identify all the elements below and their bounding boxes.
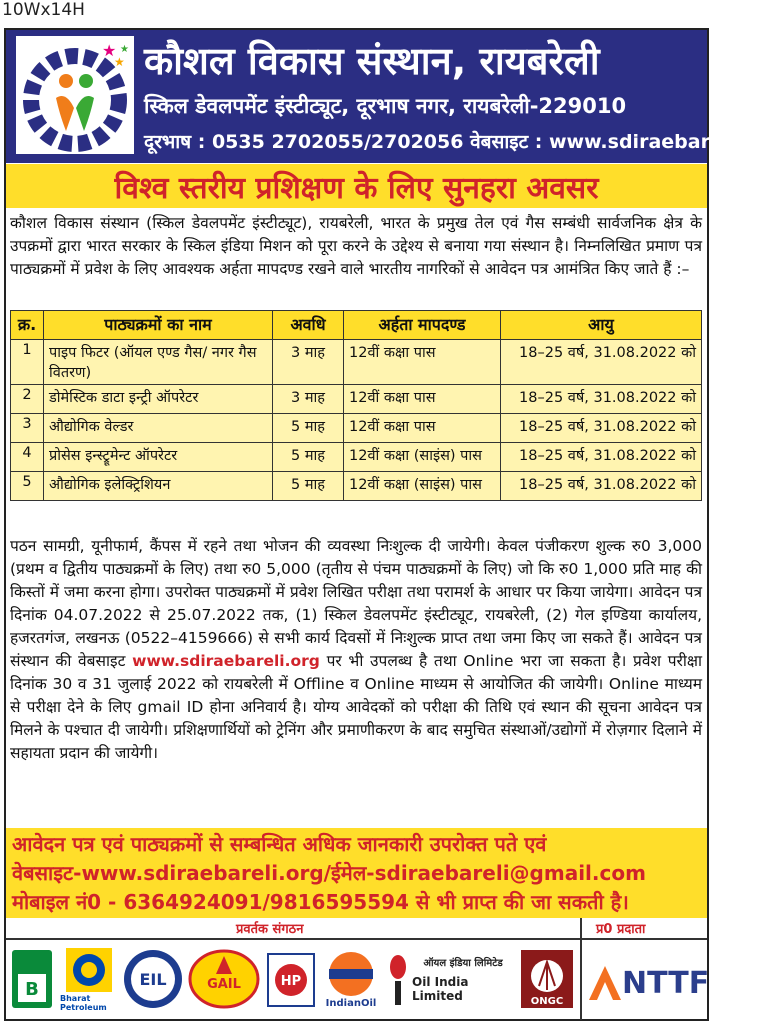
- cell-eligibility: 12वीं कक्षा पास: [344, 414, 501, 443]
- gail-logo: [188, 944, 260, 1014]
- callout-line-3: मोबाइल नं0 - 6364924091/9816595594 से भी प्राप्त की जा सकती है।: [12, 890, 629, 914]
- col-course-name: पाठ्यक्रमों का नाम: [44, 311, 273, 340]
- table-header-row: [11, 311, 702, 340]
- details-paragraph: [10, 535, 702, 765]
- cell-age: 18–25 वर्ष, 31.08.2022 को: [501, 385, 702, 414]
- indianoil-name: IndianOil: [325, 997, 377, 1009]
- footer-vertical-divider: [580, 918, 582, 1020]
- hp-logo: [266, 944, 316, 1014]
- oil-india-logo: [412, 944, 514, 1014]
- bpcl-green-logo: [10, 944, 54, 1014]
- bharat-petroleum-logo: [60, 944, 118, 1014]
- cell-course: औद्योगिक वेल्डर: [44, 414, 273, 443]
- cell-course: डोमेस्टिक डाटा इन्ट्री ऑपरेटर: [44, 385, 273, 414]
- intro-paragraph: कौशल विकास संस्थान (स्किल डेवलपमेंट इंस्टीट्यूट), रायबरेली, भारत के प्रमुख तेल एवं गैस सम्बंधी सार्वजनिक क्षेत्र के उपक्रमों द्वारा भारत सरकार के स्किल इंडिया मिशन को पूरा करने के उद्देश्य से बनाया गया संस्थान है। निम्नलिखित प्रमाण पत्र पाठ्यक्रमों में प्रवेश के लिए आवश्यक अर्हता मापदण्ड रखने वाले भारतीय नागरिकों से आवेदन पत्र आमंत्रित किए जाते हैं :–: [10, 214, 702, 278]
- cell-eligibility: 12वीं कक्षा (साइंस) पास: [344, 443, 501, 472]
- cell-duration: 5 माह: [273, 443, 344, 472]
- callout-line-1: आवेदन पत्र एवं पाठ्यक्रमों से सम्बन्धित अधिक जानकारी उपरोक्त पते एवं: [12, 832, 547, 856]
- headline-text: विश्व स्तरीय प्रशिक्षण के लिए सुनहरा अवसर: [114, 171, 599, 206]
- cell-serial: 2: [11, 385, 44, 414]
- institute-title: कौशल विकास संस्थान, रायबरेली: [144, 39, 600, 83]
- cell-serial: 5: [11, 472, 44, 501]
- cell-eligibility: 12वीं कक्षा पास: [344, 385, 501, 414]
- ongc-name: ONGC: [530, 996, 564, 1007]
- hp-name: HP: [280, 974, 302, 989]
- cell-duration: 3 माह: [273, 385, 344, 414]
- cell-age: 18–25 वर्ष, 31.08.2022 को: [501, 414, 702, 443]
- institute-logo: [16, 36, 134, 154]
- gail-name: GAIL: [207, 977, 241, 992]
- cell-serial: 3: [11, 414, 44, 443]
- education-provider-label: प्र0 प्रदाता: [596, 922, 646, 937]
- institute-address: स्किल डेवलपमेंट इंस्टीट्यूट, दूरभाष नगर, रायबरेली-229010: [144, 94, 627, 118]
- institute-contact: दूरभाष : 0535 2702055/2702056 वेबसाइट : www.sdiraebareli.org: [144, 131, 779, 153]
- cell-age: 18–25 वर्ष, 31.08.2022 को: [501, 443, 702, 472]
- eil-name: EIL: [139, 970, 167, 989]
- oil-india-hindi-name: ऑयल इंडिया लिमिटेड: [423, 958, 503, 969]
- col-age: आयु: [501, 311, 702, 340]
- details-text-1: पठन सामग्री, यूनीफार्म, कैंपस में रहने तथा भोजन की व्यवस्था निःशुल्क दी जायेगी। केवल पंजीकरण शुल्क रु0 3,000 (प्रथम व द्वितीय पाठ्यक्रमों के लिए) तथा रु0 5,000 (तृतीय से पंचम पाठ्यक्रमों के लिए) जो कि रु0 1,000 प्रति माह की किस्तों में जमा करना होगा। उपरोक्त पाठ्यक्रमों में प्रवेश लिखित परीक्षा तथा परामर्श के आधार पर किया जायेगा। आवेदन पत्र दिनांक 04.07.2022 से 25.07.2022 तक, (1) स्किल डेवलपमेंट इंस्टीट्यूट, रायबरेली, (2) गेल इण्डिया कार्यालय, हजरतगंज, लखनऊ (0522–4159666) से सभी कार्य दिवसों में निःशुल्क प्राप्त तथा जमा किए जा सकते हैं। आवेदन पत्र संस्थान की वेबसाइट: [10, 537, 702, 670]
- footer-labels: [6, 918, 707, 938]
- svg-text:★: ★: [102, 41, 117, 60]
- svg-text:★: ★: [120, 44, 129, 55]
- cell-course: औद्योगिक इलेक्ट्रिशियन: [44, 472, 273, 501]
- header: [6, 30, 779, 163]
- col-eligibility: अर्हता मापदण्ड: [344, 311, 501, 340]
- course-table: [10, 310, 702, 501]
- cell-duration: 5 माह: [273, 414, 344, 443]
- cell-serial: 4: [11, 443, 44, 472]
- website-link[interactable]: www.sdiraebareli.org: [132, 652, 320, 670]
- cell-duration: 3 माह: [273, 340, 344, 385]
- table-row: [11, 472, 702, 501]
- oil-india-symbol: [386, 944, 410, 1014]
- footer-divider: [6, 938, 707, 940]
- cell-age: 18–25 वर्ष, 31.08.2022 को: [501, 340, 702, 385]
- table-row: [11, 414, 702, 443]
- promoter-label: प्रवर्तक संगठन: [236, 922, 304, 937]
- svg-text:★: ★: [114, 55, 125, 69]
- contact-callout: [6, 828, 707, 918]
- table-row: [11, 385, 702, 414]
- cell-course: पाइप फिटर (ऑयल एण्ड गैस/ नगर गैस वितरण): [44, 340, 273, 385]
- indianoil-logo: [320, 944, 382, 1014]
- svg-text:B: B: [25, 979, 39, 1000]
- eil-logo: [122, 944, 184, 1014]
- cell-age: 18–25 वर्ष, 31.08.2022 को: [501, 472, 702, 501]
- headline-banner: [6, 164, 707, 208]
- cell-duration: 5 माह: [273, 472, 344, 501]
- bharat-petroleum-name: Bharat Petroleum: [60, 994, 107, 1012]
- callout-line-2: वेबसाइट-www.sdiraebareli.org/ईमेल-sdiraebareli@gmail.com: [12, 861, 646, 885]
- table-row: [11, 443, 702, 472]
- cell-serial: 1: [11, 340, 44, 385]
- cell-course: प्रोसेस इन्स्ट्रूमेन्ट ऑपरेटर: [44, 443, 273, 472]
- oil-india-name: Oil India Limited: [412, 975, 469, 1003]
- cell-eligibility: 12वीं कक्षा (साइंस) पास: [344, 472, 501, 501]
- print-size-label: 10Wx14H: [2, 0, 85, 20]
- ongc-logo: [518, 944, 576, 1014]
- cell-eligibility: 12वीं कक्षा पास: [344, 340, 501, 385]
- table-row: [11, 340, 702, 385]
- nttf-name: NTTF: [622, 966, 710, 1001]
- details-text-2: पर भी उपलब्ध है तथा Online भरा जा सकता है। प्रवेश परीक्षा दिनांक 30 व 31 जुलाई 2022 को रायबरेली में Offline व Online माध्यम से आयोजित की जायेगी। Online माध्यम से परीक्षा देने के लिए gmail ID होना अनिवार्य है। योग्य आवेदकों को परीक्षा की तिथि एवं स्थान की सूचना आवेदन पत्र मिलने के पश्चात दी जायेगी। प्रशिक्षणार्थियों को ट्रेनिंग और प्रमाणीकरण के बाद समुचित संस्थाओं/उद्योगों में रोज़गार दिलाने में सहायता प्रदान की जायेगी।: [10, 652, 702, 762]
- col-serial: क्र.: [11, 311, 44, 340]
- col-duration: अवधि: [273, 311, 344, 340]
